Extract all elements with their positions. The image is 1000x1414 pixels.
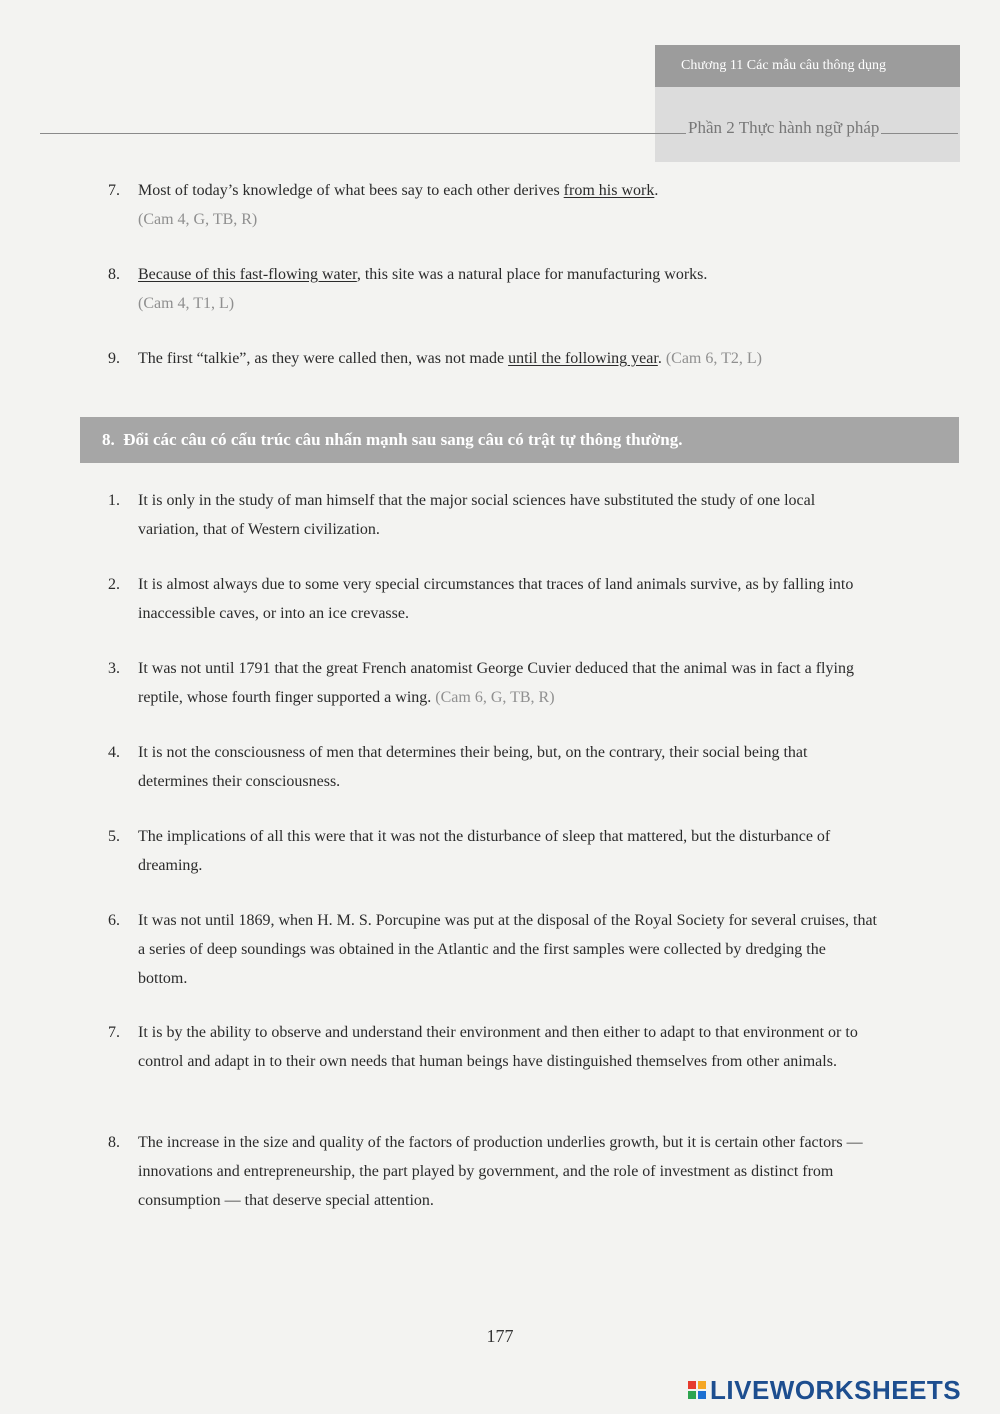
item-text: It is not the consciousness of men that determines their being, but, on the contrary, their social being that determines their consciousness. — [138, 744, 808, 790]
logo-grid-icon — [688, 1381, 706, 1399]
section-banner — [80, 417, 959, 463]
exercise-item-6 — [108, 906, 878, 993]
item-number: 5. — [108, 828, 120, 845]
underlined-phrase: until the following year — [508, 350, 658, 367]
underlined-phrase: from his work — [563, 182, 655, 199]
item-text: It was not until 1791 that the great French anatomist George Cuvier deduced that the animal was in fact a flying reptile, whose fourth finger supported a wing. (Cam 6, G, TB, R) — [138, 660, 854, 706]
item-number: 6. — [108, 912, 120, 929]
liveworksheets-logo[interactable] — [688, 1374, 961, 1406]
logo-square — [698, 1391, 706, 1399]
item-number: 8. — [108, 266, 120, 283]
item-text: The first “talkie”, as they were called then, was not made until the following year. (Cam 6, T2, L) — [138, 350, 762, 367]
item-number: 7. — [108, 1024, 120, 1041]
prev-item-8 — [108, 260, 878, 318]
item-text: The implications of all this were that it was not the disturbance of sleep that mattered, but the disturbance of dreaming. — [138, 828, 831, 874]
item-number: 2. — [108, 576, 120, 593]
item-number: 7. — [108, 182, 120, 199]
exercise-item-1 — [108, 486, 878, 544]
item-number: 9. — [108, 350, 120, 367]
section-number: 8. — [102, 430, 115, 449]
item-number: 4. — [108, 744, 120, 761]
item-text: Because of this fast-flowing water, this site was a natural place for manufacturing works. (Cam 4, T1, L) — [138, 266, 708, 312]
item-number: 1. — [108, 492, 120, 509]
item-text: Most of today’s knowledge of what bees say to each other derives from his work. (Cam 4, G, TB, R) — [138, 182, 659, 228]
item-text: It is only in the study of man himself that the major social sciences have substituted the study of one local variation, that of Western civilization. — [138, 492, 816, 538]
exercise-item-7 — [108, 1018, 878, 1076]
item-number: 8. — [108, 1134, 120, 1151]
exercise-item-4 — [108, 738, 878, 796]
logo-square — [688, 1391, 696, 1399]
source-reference: (Cam 4, T1, L) — [138, 295, 235, 312]
prev-item-7 — [108, 176, 878, 234]
exercise-item-3 — [108, 654, 878, 712]
source-reference: (Cam 4, G, TB, R) — [138, 211, 258, 228]
page-number: 177 — [486, 1326, 514, 1346]
source-reference: (Cam 6, G, TB, R) — [435, 689, 555, 706]
item-number: 3. — [108, 660, 120, 677]
source-reference: (Cam 6, T2, L) — [665, 350, 762, 367]
logo-square — [688, 1381, 696, 1389]
item-text: The increase in the size and quality of the factors of production underlies growth, but it is certain other factors — innovations and entrepreneurship, the part played by government, and the role of investment as distinct from consumption — that deserve special attention. — [138, 1134, 863, 1209]
brand-name: LIVEWORKSHEETS — [710, 1374, 962, 1405]
exercise-item-2 — [108, 570, 878, 628]
exercise-item-8 — [108, 1128, 878, 1215]
item-text: It was not until 1869, when H. M. S. Porcupine was put at the disposal of the Royal Society for several cruises, that a series of deep soundings was obtained in the Atlantic and the first samples were collected by dredging the bottom. — [138, 912, 877, 987]
logo-square — [698, 1381, 706, 1389]
prev-item-9 — [108, 344, 898, 373]
item-text: It is almost always due to some very special circumstances that traces of land animals survive, as by falling into inaccessible caves, or into an ice crevasse. — [138, 576, 854, 622]
part-title: Phần 2 Thực hành ngữ pháp — [688, 118, 880, 137]
exercise-item-5 — [108, 822, 878, 880]
underlined-phrase: Because of this fast-flowing water — [138, 266, 357, 283]
section-title: Đổi các câu có cấu trúc câu nhấn mạnh sau sang câu có trật tự thông thường. — [123, 430, 683, 449]
item-text: It is by the ability to observe and understand their environment and then either to adapt to that environment or to control and adapt in to their own needs that human beings have distinguished themselves from other animals. — [138, 1024, 858, 1070]
chapter-title: Chương 11 Các mẫu câu thông dụng — [655, 45, 960, 87]
